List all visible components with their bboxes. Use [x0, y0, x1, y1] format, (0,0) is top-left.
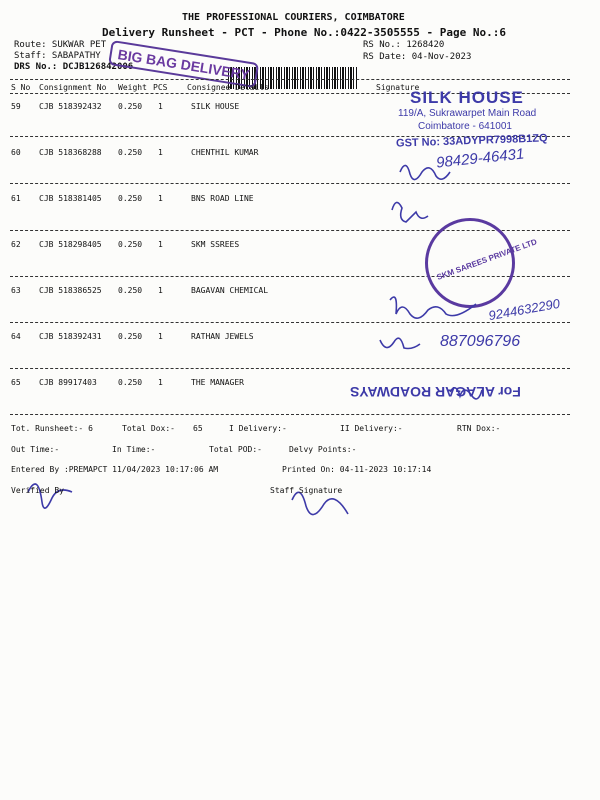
rs-number: RS No.: 1268420	[363, 40, 445, 50]
staff: Staff: SABAPATHY	[14, 51, 101, 61]
row-weight: 0.250	[118, 286, 143, 295]
i-delivery: I Delivery:-	[229, 424, 287, 433]
signature-row-63	[390, 297, 476, 318]
silk-house-stamp-addr2: Coimbatore - 641001	[418, 121, 512, 132]
signature-row-64	[380, 338, 420, 348]
handwritten-phone-1: 98429-46431	[435, 145, 526, 172]
out-time: Out Time:-	[11, 445, 60, 454]
delvy-points: Delvy Points:-	[289, 445, 357, 454]
row-weight: 0.250	[118, 332, 143, 341]
tot-runsheet: Tot. Runsheet:- 6	[11, 424, 93, 433]
row-pcs: 1	[158, 378, 163, 387]
staff-signature: Staff Signature	[270, 486, 343, 495]
rtn-dox: RTN Dox:-	[457, 424, 501, 433]
row-consignment: CJB 89917403	[39, 378, 97, 387]
row-consignment: CJB 518392431	[39, 332, 102, 341]
row-consignment: CJB 518381405	[39, 194, 102, 203]
row-consignee: BNS ROAD LINE	[191, 194, 254, 203]
company-title: THE PROFESSIONAL COURIERS, COIMBATORE	[182, 12, 405, 23]
row-weight: 0.250	[118, 102, 143, 111]
row-consignment: CJB 518298405	[39, 240, 102, 249]
row-sno: 59	[11, 102, 21, 111]
row-pcs: 1	[158, 286, 163, 295]
row-pcs: 1	[158, 102, 163, 111]
col-weight: Weight	[118, 83, 147, 92]
row-consignee: BAGAVAN CHEMICAL	[191, 286, 269, 295]
silk-house-stamp-name: SILK HOUSE	[410, 88, 524, 107]
row-consignee: RATHAN JEWELS	[191, 332, 254, 341]
row-sno: 60	[11, 148, 21, 157]
col-sno: S No	[11, 83, 31, 92]
printed-on: Printed On: 04-11-2023 10:17:14	[282, 465, 432, 474]
signature-staff	[292, 492, 348, 514]
in-time: In Time:-	[112, 445, 156, 454]
drs-number: DRS No.: DCJB126842006	[14, 62, 134, 72]
entered-by: Entered By :PREMAPCT 11/04/2023 10:17:06 AM	[11, 465, 219, 474]
total-pod: Total POD:-	[209, 445, 262, 454]
row-pcs: 1	[158, 194, 163, 203]
silk-house-stamp-gst: GST No: 33ADYPR7998B1ZQ	[395, 132, 548, 150]
col-pcs: PCS	[153, 83, 168, 92]
row-sno: 64	[11, 332, 21, 341]
row-weight: 0.250	[118, 148, 143, 157]
total-dox-label: Total Dox:-	[122, 424, 175, 433]
silk-house-stamp-addr1: 119/A, Sukrawarpet Main Road	[398, 108, 537, 119]
handwritten-phone-3: 887096796	[440, 333, 521, 350]
col-consignment: Consignment No	[39, 83, 107, 92]
big-bag-stamp-text: BIG BAG DELIVERY	[116, 46, 251, 83]
signature-row-65	[450, 388, 482, 399]
col-consignee: Consignee Details	[187, 83, 269, 92]
row-consignee: CHENTHIL KUMAR	[191, 148, 259, 157]
row-weight: 0.250	[118, 240, 143, 249]
row-sno: 65	[11, 378, 21, 387]
row-sno: 62	[11, 240, 21, 249]
alagar-roadways-stamp: For ALAGAR ROADWAYS	[350, 384, 521, 400]
row-sno: 63	[11, 286, 21, 295]
row-consignment: CJB 518392432	[39, 102, 102, 111]
row-consignee: SILK HOUSE	[191, 102, 240, 111]
row-consignee: SKM SSREES	[191, 240, 240, 249]
col-signature: Signature	[376, 83, 420, 92]
row-weight: 0.250	[118, 194, 143, 203]
row-weight: 0.250	[118, 378, 143, 387]
row-consignment: CJB 518386525	[39, 286, 102, 295]
row-consignee: THE MANAGER	[191, 378, 244, 387]
row-pcs: 1	[158, 148, 163, 157]
signature-row-60	[400, 165, 450, 179]
total-dox-value: 65	[193, 424, 203, 433]
signature-row-62	[392, 202, 428, 222]
route: Route: SUKWAR PET	[14, 40, 107, 50]
verified-by: Verified By	[11, 486, 64, 495]
row-sno: 61	[11, 194, 21, 203]
row-pcs: 1	[158, 332, 163, 341]
row-pcs: 1	[158, 240, 163, 249]
ii-delivery: II Delivery:-	[340, 424, 403, 433]
handwritten-phone-2: 9244632290	[487, 295, 562, 324]
row-consignment: CJB 518368288	[39, 148, 102, 157]
runsheet-subtitle: Delivery Runsheet - PCT - Phone No.:0422-3505555 - Page No.:6	[102, 26, 506, 39]
skm-round-stamp-text: SKM SAREES PRIVATE LTD	[435, 237, 539, 282]
rs-date: RS Date: 04-Nov-2023	[363, 52, 472, 62]
